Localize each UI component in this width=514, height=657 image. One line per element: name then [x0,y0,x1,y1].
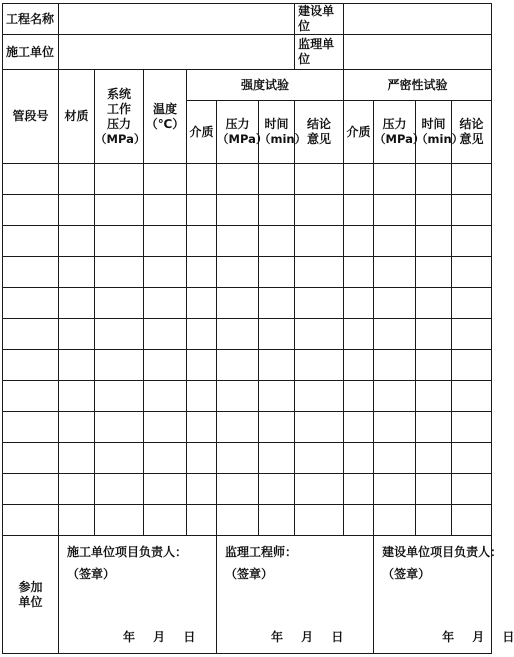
owner-seal-label: （签章） [382,567,431,581]
col-temperature-label: 温度 [152,101,177,116]
project-name-label: 工程名称 [3,4,59,35]
table-cell[interactable] [259,381,295,412]
col-material: 材质 [59,70,95,164]
table-cell[interactable] [187,226,217,257]
table-cell[interactable] [374,350,416,381]
table-cell[interactable] [144,505,187,536]
table-cell[interactable] [416,288,452,319]
table-cell[interactable] [144,257,187,288]
table-cell[interactable] [144,195,187,226]
table-cell[interactable] [144,164,187,195]
table-cell[interactable] [452,443,492,474]
table-cell[interactable] [452,164,492,195]
table-cell[interactable] [295,350,344,381]
table-row [3,412,492,443]
table-cell[interactable] [259,474,295,505]
col-tightness-time-unit: （min） [416,132,464,147]
table-cell[interactable] [344,443,374,474]
table-row [3,288,492,319]
table-cell[interactable] [187,350,217,381]
table-cell[interactable] [344,505,374,536]
col-tightness-time [416,101,464,164]
table-cell[interactable] [259,195,295,226]
participants-label-line-2: 单位 [18,594,43,609]
col-system-pressure-line-1: 系统 [106,86,131,101]
participants-label [3,536,59,654]
table-cell[interactable] [59,443,95,474]
table-row [3,381,492,412]
supervisor-signature-cell[interactable] [217,536,374,654]
table-cell[interactable] [452,381,492,412]
col-tightness-medium: 介质 [344,101,374,164]
table-cell[interactable] [259,412,295,443]
table-cell[interactable] [217,257,259,288]
table-cell[interactable] [416,226,452,257]
table-row [3,505,492,536]
table-cell[interactable] [344,474,374,505]
signature-row [3,536,492,654]
table-cell[interactable] [3,226,59,257]
table-cell[interactable] [344,288,374,319]
table-row [3,350,492,381]
col-system-pressure-line-3: 压力 [106,116,131,131]
table-cell[interactable] [344,319,374,350]
builder-lead-label: 施工单位项目负责人： [67,545,188,559]
table-cell[interactable] [374,257,416,288]
table-cell[interactable] [187,195,217,226]
owner-date-label: 年 月 日 [442,630,514,644]
table-cell[interactable] [295,474,344,505]
table-row [3,443,492,474]
table-cell[interactable] [295,164,344,195]
test-record-table [2,3,514,654]
table-cell[interactable] [187,505,217,536]
table-cell[interactable] [374,319,416,350]
table-cell[interactable] [374,443,416,474]
table-cell[interactable] [95,381,144,412]
table-cell[interactable] [3,412,59,443]
table-cell[interactable] [3,505,59,536]
table-cell[interactable] [95,505,144,536]
col-strength-time-unit: （min） [259,132,307,147]
table-cell[interactable] [374,381,416,412]
owner-lead-label: 建设单位项目负责人： [382,545,503,559]
table-cell[interactable] [295,443,344,474]
table-cell[interactable] [59,164,95,195]
table-cell[interactable] [374,474,416,505]
table-cell[interactable] [344,257,374,288]
supervision-unit-field[interactable] [344,35,492,70]
col-strength-time [259,101,307,164]
table-cell[interactable] [3,474,59,505]
table-row [3,164,492,195]
table-cell[interactable] [259,226,295,257]
col-strength-conclusion-line-2: 意见 [307,132,332,146]
col-strength-pressure [217,101,268,164]
table-cell[interactable] [259,257,295,288]
table-cell[interactable] [217,412,259,443]
table-cell[interactable] [452,319,492,350]
table-cell[interactable] [344,350,374,381]
table-cell[interactable] [95,319,144,350]
col-tightness-pressure [374,101,425,164]
table-cell[interactable] [452,195,492,226]
table-cell[interactable] [295,319,344,350]
table-cell[interactable] [416,164,452,195]
table-cell[interactable] [187,257,217,288]
table-cell[interactable] [295,195,344,226]
supervisor-date-label: 年 月 日 [271,630,344,644]
table-cell[interactable] [416,257,452,288]
table-cell[interactable] [344,164,374,195]
table-cell[interactable] [452,474,492,505]
table-cell[interactable] [416,350,452,381]
table-cell[interactable] [416,195,452,226]
table-cell[interactable] [259,164,295,195]
col-pipe-section: 管段号 [3,70,59,164]
table-cell[interactable] [416,412,452,443]
table-cell[interactable] [187,381,217,412]
builder-unit-label: 施工单位 [3,35,59,70]
table-cell[interactable] [452,257,492,288]
supervisor-label: 监理工程师： [225,545,298,559]
col-tightness-pressure-unit: （MPa） [374,132,425,147]
col-tightness-conclusion-line-2: 意见 [459,132,484,146]
table-cell[interactable] [452,226,492,257]
table-cell[interactable] [144,350,187,381]
table-row [3,226,492,257]
table-cell[interactable] [95,257,144,288]
table-cell[interactable] [217,505,259,536]
column-header-row-1 [3,70,492,101]
table-cell[interactable] [295,226,344,257]
table-cell[interactable] [3,257,59,288]
table-cell[interactable] [416,443,452,474]
col-temperature [144,70,187,164]
table-cell[interactable] [59,257,95,288]
table-cell[interactable] [187,288,217,319]
table-cell[interactable] [452,412,492,443]
table-cell[interactable] [217,474,259,505]
col-strength-pressure-unit: （MPa） [217,132,268,147]
table-cell[interactable] [144,288,187,319]
col-strength-conclusion-line-1: 结论 [307,117,332,131]
table-cell[interactable] [295,257,344,288]
table-cell[interactable] [187,319,217,350]
table-cell[interactable] [144,381,187,412]
col-temperature-unit: （℃） [145,116,185,131]
col-strength-time-label: 时间 [264,117,289,132]
table-cell[interactable] [95,164,144,195]
builder-signature-cell[interactable] [59,536,217,654]
col-system-pressure-line-2: 工作 [106,101,131,116]
table-cell[interactable] [344,381,374,412]
table-cell[interactable] [452,288,492,319]
header-row-units [3,35,492,70]
table-cell[interactable] [59,226,95,257]
col-tightness-conclusion-line-1: 结论 [459,117,484,131]
col-strength-test: 强度试验 [187,70,344,101]
table-cell[interactable] [144,412,187,443]
table-cell[interactable] [95,412,144,443]
table-cell[interactable] [259,288,295,319]
col-strength-medium: 介质 [187,101,217,164]
table-cell[interactable] [95,195,144,226]
table-cell[interactable] [95,226,144,257]
table-cell[interactable] [259,319,295,350]
table-cell[interactable] [59,505,95,536]
table-cell[interactable] [95,474,144,505]
table-cell[interactable] [144,319,187,350]
table-cell[interactable] [95,350,144,381]
table-cell[interactable] [217,226,259,257]
table-cell[interactable] [452,505,492,536]
table-cell[interactable] [59,288,95,319]
table-cell[interactable] [295,412,344,443]
table-cell[interactable] [59,412,95,443]
table-cell[interactable] [416,319,452,350]
table-cell[interactable] [344,226,374,257]
col-system-pressure [95,70,144,164]
table-cell[interactable] [295,381,344,412]
col-tightness-pressure-label: 压力 [382,117,407,132]
table-cell[interactable] [374,288,416,319]
table-cell[interactable] [3,381,59,412]
builder-date-label: 年 月 日 [123,630,196,644]
table-cell[interactable] [3,319,59,350]
table-cell[interactable] [295,505,344,536]
builder-seal-label: （签章） [67,567,116,581]
table-cell[interactable] [95,443,144,474]
table-cell[interactable] [259,443,295,474]
table-cell[interactable] [59,195,95,226]
table-cell[interactable] [374,226,416,257]
table-cell[interactable] [416,474,452,505]
table-cell[interactable] [217,195,259,226]
table-cell[interactable] [217,319,259,350]
construction-unit-label: 建设单位 [295,4,344,35]
supervisor-seal-label: （签章） [225,567,274,581]
table-cell[interactable] [452,350,492,381]
table-cell[interactable] [144,226,187,257]
table-cell[interactable] [187,474,217,505]
table-row [3,195,492,226]
col-strength-pressure-label: 压力 [225,117,250,132]
table-cell[interactable] [59,381,95,412]
header-row-project [3,4,492,35]
table-cell[interactable] [259,505,295,536]
builder-unit-field[interactable] [59,35,295,70]
construction-unit-field[interactable] [344,4,492,35]
table-cell[interactable] [59,319,95,350]
table-cell[interactable] [374,195,416,226]
table-cell[interactable] [344,412,374,443]
table-cell[interactable] [3,350,59,381]
table-row [3,474,492,505]
project-name-field[interactable] [59,4,295,35]
table-cell[interactable] [295,288,344,319]
table-cell[interactable] [3,164,59,195]
col-tightness-test: 严密性试验 [344,70,492,101]
table-cell[interactable] [59,350,95,381]
table-cell[interactable] [3,195,59,226]
participants-label-line-1: 参加 [18,579,43,594]
table-row [3,319,492,350]
table-cell[interactable] [217,443,259,474]
table-cell[interactable] [3,443,59,474]
table-cell[interactable] [217,381,259,412]
table-cell[interactable] [217,288,259,319]
table-cell[interactable] [374,505,416,536]
table-cell[interactable] [374,412,416,443]
table-cell[interactable] [187,164,217,195]
table-cell[interactable] [416,381,452,412]
table-cell[interactable] [95,288,144,319]
table-cell[interactable] [144,443,187,474]
owner-signature-cell[interactable] [374,536,514,654]
table-cell[interactable] [416,505,452,536]
supervision-unit-label: 监理单位 [295,35,344,70]
table-cell[interactable] [59,474,95,505]
table-row [3,257,492,288]
table-cell[interactable] [374,164,416,195]
table-cell[interactable] [259,350,295,381]
table-cell[interactable] [217,164,259,195]
table-cell[interactable] [3,288,59,319]
table-cell[interactable] [344,195,374,226]
table-cell[interactable] [187,443,217,474]
col-system-pressure-unit: （MPa） [95,131,146,146]
table-cell[interactable] [187,412,217,443]
table-cell[interactable] [144,474,187,505]
table-cell[interactable] [217,350,259,381]
col-tightness-time-label: 时间 [421,117,446,132]
data-rows [3,164,492,536]
